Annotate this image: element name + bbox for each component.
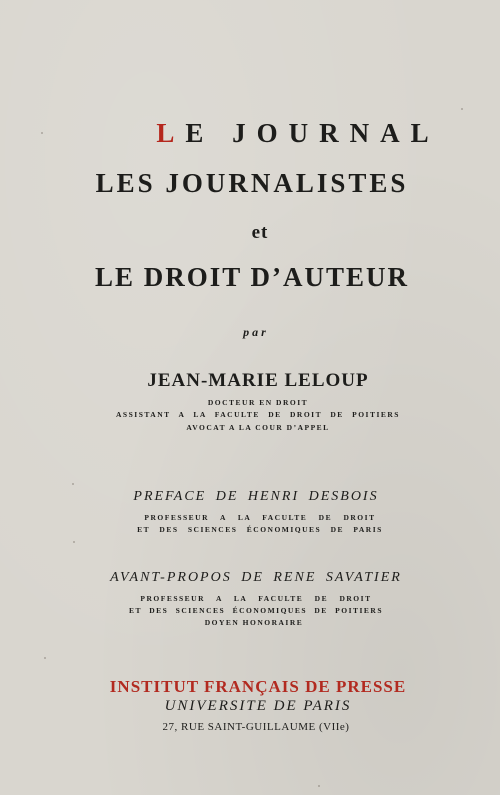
author-name: JEAN-MARIE LELOUP [147,370,369,391]
preface-heading: PREFACE DE HENRI DESBOIS [133,489,379,504]
paper-speck [72,483,74,485]
avant-propos-credential-line: DOYEN HONORAIRE [204,618,304,627]
avant-propos-heading: AVANT-PROPOS DE RENE SAVATIER [110,570,402,585]
avant-propos-credential-line: PROFESSEUR A LA FACULTE DE DROIT [140,594,372,603]
byline-par: par [243,325,269,339]
preface-credential-line: PROFESSEUR A LA FACULTE DE DROIT [144,513,376,522]
paper-speck [461,108,463,110]
paper-speck [44,657,46,659]
avant-propos-credential-line: ET DES SCIENCES ÉCONOMIQUES DE POITIERS [128,606,384,615]
paper-speck [41,132,43,134]
publisher-address: 27, RUE SAINT-GUILLAUME (VIIe) [162,721,350,733]
author-credential-position: ASSISTANT A LA FACULTE DE DROIT DE POITIERS [116,410,400,419]
title-line-1 [48,118,500,149]
preface-credential-line: ET DES SCIENCES ÉCONOMIQUES DE PARIS [137,525,383,534]
paper-speck [318,785,320,787]
title-line-1-rest: E JOURNAL [185,118,440,148]
title-initial-letter: L [156,118,186,148]
title-conjunction: et [251,222,269,243]
title-line-3: LE DROIT D’AUTEUR [94,262,410,292]
title-line-2: LES JOURNALISTES [95,168,409,198]
author-credential-bar: AVOCAT A LA COUR D’APPEL [186,423,330,432]
publisher-university: UNIVERSITE DE PARIS [164,698,352,714]
paper-speck [73,541,75,543]
author-credential-degree: DOCTEUR EN DROIT [207,398,309,407]
publisher-name: INSTITUT FRANÇAIS DE PRESSE [109,677,407,696]
